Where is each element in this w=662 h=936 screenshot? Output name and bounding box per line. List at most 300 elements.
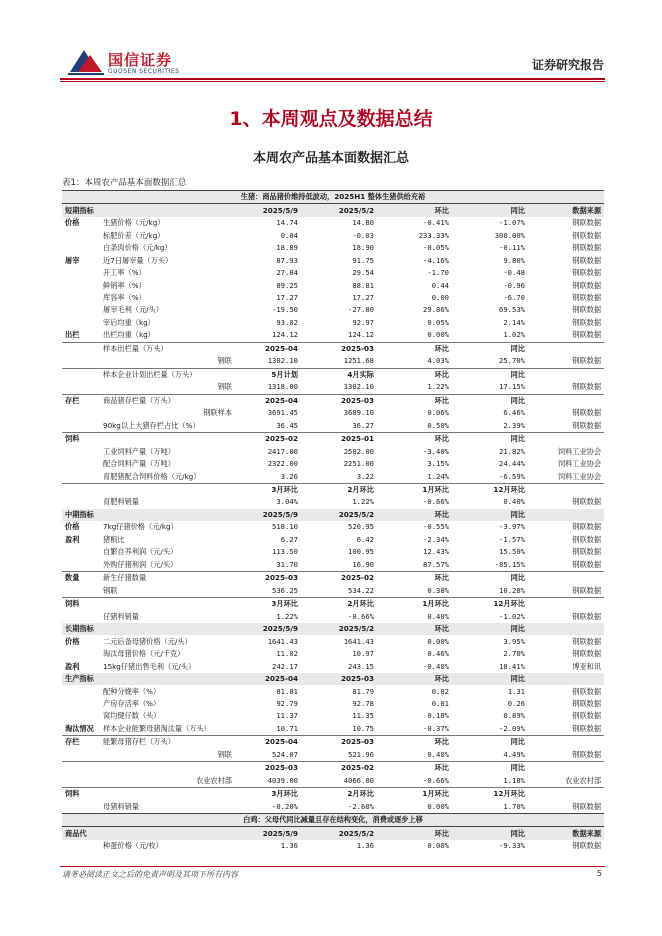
table-row bbox=[62, 304, 604, 316]
indicator-cell: 标肥价差（元/kg） bbox=[103, 230, 165, 240]
banner-text: 白鸡：父母代同比减量且存在结构变化，消费或逐步上移 bbox=[62, 813, 604, 826]
yoy-cell: 10.28% bbox=[499, 585, 525, 595]
category-cell bbox=[62, 801, 100, 814]
yoy-cell: 同比 bbox=[452, 572, 528, 585]
mom-cell: 0.02 bbox=[431, 686, 449, 696]
source-cell bbox=[528, 788, 604, 801]
current-value-cell: 4039.00 bbox=[267, 775, 298, 785]
current-value-cell: 31.70 bbox=[276, 559, 298, 569]
current-value-cell: 1.22% bbox=[276, 611, 298, 621]
source-cell: 钢联数据 bbox=[572, 382, 602, 392]
source-cell: 钢联数据 bbox=[572, 559, 602, 569]
indicator-cell: 猪粮比 bbox=[103, 534, 125, 544]
yoy-cell: -1.07% bbox=[499, 218, 525, 228]
indicator-cell: 育肥猪配合饲料价格（元/kg） bbox=[103, 471, 201, 481]
mom-cell: -0.66% bbox=[423, 775, 449, 785]
yoy-cell: 同比 bbox=[452, 368, 528, 381]
indicator-cell bbox=[100, 762, 235, 775]
current-value-cell: 3691.45 bbox=[267, 408, 298, 418]
indicator-cell: 库容率（%） bbox=[103, 292, 146, 302]
current-value-cell: 92.79 bbox=[276, 698, 298, 708]
source-cell: 钢联数据 bbox=[572, 698, 602, 708]
table-row bbox=[62, 267, 604, 279]
category-cell: 盈利 bbox=[65, 534, 80, 544]
period-header-row bbox=[62, 483, 604, 496]
period-header-row bbox=[62, 342, 604, 355]
current-value-cell: 2322.00 bbox=[267, 459, 298, 469]
category-cell: 饲料 bbox=[62, 598, 100, 611]
category-cell: 短期指标 bbox=[62, 204, 100, 217]
category-cell bbox=[62, 242, 100, 254]
current-value-cell: 518.10 bbox=[272, 522, 298, 532]
table-row bbox=[62, 559, 604, 572]
indicator-cell bbox=[100, 673, 235, 685]
mom-cell: 0.18% bbox=[427, 711, 449, 721]
indicator-cell: 出栏均重（kg） bbox=[103, 330, 155, 340]
period-header-row bbox=[62, 368, 604, 381]
indicator-cell: 新生仔猪数量 bbox=[100, 572, 235, 585]
previous-value-cell: -27.80 bbox=[348, 305, 374, 315]
current-value-cell: 36.45 bbox=[276, 420, 298, 430]
table-row bbox=[62, 698, 604, 710]
category-cell bbox=[62, 710, 100, 722]
current-value-cell: 11.37 bbox=[276, 711, 298, 721]
mom-cell: 环比 bbox=[377, 762, 452, 775]
mom-cell: 0.06% bbox=[427, 408, 449, 418]
yoy-cell: 24.44% bbox=[499, 459, 525, 469]
category-cell: 饲料 bbox=[62, 432, 100, 445]
current-value-cell: 2025-04 bbox=[235, 673, 301, 685]
category-cell bbox=[62, 458, 100, 470]
category-cell: 生产指标 bbox=[62, 673, 100, 685]
mom-cell: 0.50% bbox=[427, 420, 449, 430]
yoy-cell: 12月环比 bbox=[452, 598, 528, 611]
yoy-cell: 1.31 bbox=[507, 686, 525, 696]
mom-cell: -2.34% bbox=[423, 534, 449, 544]
yoy-cell: -6.59% bbox=[499, 471, 525, 481]
previous-value-cell: 4月实际 bbox=[301, 368, 377, 381]
mom-cell: 3.15% bbox=[427, 459, 449, 469]
current-value-cell: 18.89 bbox=[276, 243, 298, 253]
category-cell bbox=[62, 368, 100, 381]
indicator-cell bbox=[100, 432, 235, 445]
mom-cell: 1.22% bbox=[427, 382, 449, 392]
yoy-cell: 21.82% bbox=[499, 446, 525, 456]
category-cell bbox=[62, 407, 100, 419]
category-cell: 价格 bbox=[65, 636, 80, 646]
mom-cell: 环比 bbox=[377, 342, 452, 355]
indicator-cell bbox=[100, 623, 235, 635]
section-banner bbox=[62, 813, 604, 826]
table-row bbox=[62, 254, 604, 266]
table-row bbox=[62, 585, 604, 598]
guosen-logo bbox=[68, 44, 178, 80]
indicator-cell bbox=[100, 483, 235, 496]
indicator-cell: 样本企业能繁母猪淘汰量（万头） bbox=[103, 723, 211, 733]
category-cell bbox=[62, 292, 100, 304]
table-row bbox=[62, 355, 604, 368]
current-value-cell: 2025-02 bbox=[235, 432, 301, 445]
current-value-cell: 87.93 bbox=[276, 255, 298, 265]
category-cell bbox=[62, 546, 100, 558]
source-cell: 数据来源 bbox=[528, 827, 604, 840]
yoy-cell: 9.80% bbox=[503, 255, 525, 265]
mom-cell: 0.40% bbox=[427, 749, 449, 759]
previous-value-cell: 2025-02 bbox=[301, 762, 377, 775]
table-row bbox=[62, 521, 604, 533]
source-cell: 钢联数据 bbox=[572, 243, 602, 253]
previous-value-cell: 91.75 bbox=[352, 255, 374, 265]
banner-text: 生猪：商品猪价维持低波动，2025H1 整体生猪供给充裕 bbox=[62, 191, 604, 204]
indicator-group-header bbox=[62, 673, 604, 685]
table-row bbox=[62, 840, 604, 852]
source-cell: 钢联数据 bbox=[572, 268, 602, 278]
previous-value-cell: 100.95 bbox=[348, 547, 374, 557]
source-cell bbox=[528, 432, 604, 445]
category-cell: 淘汰情况 bbox=[65, 723, 94, 733]
category-cell bbox=[62, 762, 100, 775]
period-header-row bbox=[62, 788, 604, 801]
previous-value-cell: 2025-03 bbox=[301, 342, 377, 355]
category-cell bbox=[62, 749, 100, 762]
previous-value-cell: 2025/5/2 bbox=[301, 623, 377, 635]
indicator-group-header bbox=[62, 623, 604, 635]
period-header-row bbox=[62, 736, 604, 749]
yoy-cell: 同比 bbox=[452, 673, 528, 685]
current-value-cell: 17.27 bbox=[276, 292, 298, 302]
yoy-cell: -6.70 bbox=[503, 292, 525, 302]
current-value-cell: 3月环比 bbox=[235, 598, 301, 611]
previous-value-cell: 534.22 bbox=[348, 585, 374, 595]
category-cell bbox=[62, 648, 100, 660]
yoy-cell: 1.02% bbox=[503, 330, 525, 340]
yoy-cell: 0.26 bbox=[507, 698, 525, 708]
source-cell bbox=[528, 483, 604, 496]
current-value-cell: 10.71 bbox=[276, 723, 298, 733]
yoy-cell: 0.40% bbox=[503, 497, 525, 507]
indicator-cell: 钢联 bbox=[217, 382, 232, 392]
previous-value-cell: 2月环比 bbox=[301, 788, 377, 801]
brand-name-en: GUOSEN SECURITIES bbox=[108, 68, 180, 75]
current-value-cell: 2025/5/9 bbox=[235, 623, 301, 635]
category-cell bbox=[62, 419, 100, 432]
indicator-cell: 自繁自养利润（元/头） bbox=[103, 547, 178, 557]
previous-value-cell: 88.81 bbox=[352, 280, 374, 290]
indicator-cell: 种蛋价格（元/枚） bbox=[103, 841, 163, 851]
previous-value-cell: 81.79 bbox=[352, 686, 374, 696]
table-row bbox=[62, 635, 604, 647]
table-row bbox=[62, 317, 604, 329]
previous-value-cell: -0.03 bbox=[352, 230, 374, 240]
mom-cell: 0.01 bbox=[431, 698, 449, 708]
category-cell bbox=[62, 304, 100, 316]
mom-cell: 1月环比 bbox=[377, 598, 452, 611]
source-cell: 钢联数据 bbox=[572, 522, 602, 532]
category-cell: 饲料 bbox=[62, 788, 100, 801]
indicator-cell: 宰后均重（kg） bbox=[103, 317, 155, 327]
mom-cell: -0.40% bbox=[423, 661, 449, 671]
category-cell: 盈利 bbox=[65, 661, 80, 671]
previous-value-cell: 1641.43 bbox=[343, 636, 374, 646]
source-cell: 钢联数据 bbox=[572, 649, 602, 659]
indicator-cell: 外购仔猪利润（元/头） bbox=[103, 559, 178, 569]
source-cell bbox=[528, 673, 604, 685]
indicator-cell: 配合饲料产量（万吨） bbox=[103, 459, 175, 469]
mom-cell: 环比 bbox=[377, 623, 452, 635]
mom-cell: 0.38% bbox=[427, 585, 449, 595]
table-row bbox=[62, 445, 604, 457]
source-cell: 钢联数据 bbox=[572, 636, 602, 646]
indicator-cell bbox=[100, 204, 235, 217]
yoy-cell: 12月环比 bbox=[452, 788, 528, 801]
current-value-cell: 2417.00 bbox=[267, 446, 298, 456]
category-cell bbox=[62, 317, 100, 329]
previous-value-cell: 2502.00 bbox=[343, 446, 374, 456]
yoy-cell: 4.49% bbox=[503, 749, 525, 759]
yoy-cell: 0.89% bbox=[503, 711, 525, 721]
previous-value-cell: 92.97 bbox=[352, 317, 374, 327]
source-cell: 钢联数据 bbox=[572, 330, 602, 340]
yoy-cell: 300.00% bbox=[494, 230, 525, 240]
previous-value-cell: 2251.00 bbox=[343, 459, 374, 469]
mom-cell: 0.00% bbox=[427, 636, 449, 646]
indicator-cell: 近7日屠宰量（万头） bbox=[103, 255, 173, 265]
header-divider bbox=[60, 78, 605, 80]
previous-value-cell: 520.95 bbox=[348, 522, 374, 532]
indicator-cell: 能繁母猪存栏（万头） bbox=[100, 736, 235, 749]
current-value-cell: 3.04% bbox=[276, 497, 298, 507]
data-summary-table bbox=[62, 190, 604, 852]
current-value-cell: 113.50 bbox=[272, 547, 298, 557]
mom-cell: 12.43% bbox=[423, 547, 449, 557]
source-cell bbox=[528, 394, 604, 407]
table-row bbox=[62, 801, 604, 814]
mom-cell: -4.16% bbox=[423, 255, 449, 265]
mom-cell: 0.00% bbox=[427, 841, 449, 851]
source-cell: 钢联数据 bbox=[572, 749, 602, 759]
previous-value-cell: 521.96 bbox=[348, 749, 374, 759]
source-cell: 钢联数据 bbox=[572, 723, 602, 733]
mom-cell: -0.55% bbox=[423, 522, 449, 532]
indicator-cell: 农业农村部 bbox=[196, 775, 232, 785]
previous-value-cell: 2025/5/2 bbox=[301, 827, 377, 840]
table-row bbox=[62, 685, 604, 697]
table-row bbox=[62, 242, 604, 254]
current-value-cell: 27.84 bbox=[276, 268, 298, 278]
mom-cell: 0.44 bbox=[431, 280, 449, 290]
guosen-logo-icon bbox=[68, 46, 104, 76]
yoy-cell: 1.18% bbox=[503, 775, 525, 785]
indicator-cell: 钢联 bbox=[217, 356, 232, 366]
previous-value-cell: 1302.10 bbox=[343, 382, 374, 392]
table-row bbox=[62, 660, 604, 672]
current-value-cell: 3.26 bbox=[280, 471, 298, 481]
table-row bbox=[62, 723, 604, 736]
footer-divider bbox=[60, 866, 605, 867]
category-cell bbox=[62, 698, 100, 710]
previous-value-cell: 1251.68 bbox=[343, 356, 374, 366]
mom-cell: 环比 bbox=[377, 673, 452, 685]
table-caption: 表1：本周农产品基本面数据汇总 bbox=[62, 178, 187, 188]
current-value-cell: 124.12 bbox=[272, 330, 298, 340]
yoy-cell: -1.57% bbox=[499, 534, 525, 544]
mom-cell: 环比 bbox=[377, 204, 452, 217]
source-cell bbox=[528, 623, 604, 635]
mom-cell: 87.57% bbox=[423, 559, 449, 569]
table-row bbox=[62, 775, 604, 788]
category-cell: 存栏 bbox=[62, 736, 100, 749]
mom-cell: 0.05% bbox=[427, 317, 449, 327]
source-cell bbox=[528, 598, 604, 611]
table-row bbox=[62, 470, 604, 483]
category-cell bbox=[62, 342, 100, 355]
source-cell bbox=[528, 509, 604, 521]
indicator-group-header bbox=[62, 827, 604, 840]
category-cell: 屠宰 bbox=[65, 255, 80, 265]
current-value-cell: 1641.43 bbox=[267, 636, 298, 646]
table-row bbox=[62, 292, 604, 304]
source-cell: 钢联数据 bbox=[572, 230, 602, 240]
source-cell: 钢联数据 bbox=[572, 611, 602, 621]
previous-value-cell: -0.66% bbox=[348, 611, 374, 621]
category-cell bbox=[62, 229, 100, 241]
mom-cell: 1月环比 bbox=[377, 483, 452, 496]
category-cell: 商品代 bbox=[62, 827, 100, 840]
yoy-cell: -0.96 bbox=[503, 280, 525, 290]
table-row bbox=[62, 610, 604, 622]
report-type: 证券研究报告 bbox=[531, 58, 604, 72]
category-cell bbox=[62, 267, 100, 279]
yoy-cell: 69.53% bbox=[499, 305, 525, 315]
source-cell: 钢联数据 bbox=[572, 534, 602, 544]
current-value-cell: 524.07 bbox=[272, 749, 298, 759]
mom-cell: -0.41% bbox=[423, 218, 449, 228]
page-header bbox=[0, 0, 662, 80]
indicator-cell: 开工率（%） bbox=[103, 268, 146, 278]
indicator-cell: 屠宰毛利（元/头） bbox=[103, 305, 163, 315]
category-cell bbox=[62, 685, 100, 697]
category-cell bbox=[62, 559, 100, 572]
current-value-cell: 3月环比 bbox=[235, 483, 301, 496]
previous-value-cell: 18.90 bbox=[352, 243, 374, 253]
indicator-cell: 母猪料销量 bbox=[103, 801, 139, 811]
yoy-cell: 15.50% bbox=[499, 547, 525, 557]
indicator-cell: 白条肉价格（元/kg） bbox=[103, 243, 172, 253]
category-cell bbox=[62, 496, 100, 508]
table-row bbox=[62, 496, 604, 508]
previous-value-cell: 2025-03 bbox=[301, 673, 377, 685]
source-cell: 钢联数据 bbox=[572, 317, 602, 327]
page-number: 5 bbox=[596, 869, 602, 878]
indicator-cell bbox=[100, 598, 235, 611]
category-cell bbox=[62, 483, 100, 496]
source-cell: 钢联数据 bbox=[572, 255, 602, 265]
source-cell: 钢联数据 bbox=[572, 841, 602, 851]
previous-value-cell: 1.36 bbox=[356, 841, 374, 851]
source-cell: 饲料工业协会 bbox=[557, 446, 602, 456]
category-cell bbox=[62, 840, 100, 852]
source-cell bbox=[528, 762, 604, 775]
yoy-cell: 1.70% bbox=[503, 801, 525, 811]
current-value-cell: 3月环比 bbox=[235, 788, 301, 801]
table-row bbox=[62, 329, 604, 342]
current-value-cell: 2025-04 bbox=[235, 394, 301, 407]
table-row bbox=[62, 419, 604, 432]
yoy-cell: -2.09% bbox=[499, 723, 525, 733]
current-value-cell: 5月计划 bbox=[235, 368, 301, 381]
previous-value-cell: 2025-03 bbox=[301, 394, 377, 407]
indicator-cell: 钢联样本 bbox=[203, 408, 232, 418]
source-cell: 钢联数据 bbox=[572, 585, 602, 595]
yoy-cell: 2.70% bbox=[503, 649, 525, 659]
previous-value-cell: 10.75 bbox=[352, 723, 374, 733]
category-cell: 价格 bbox=[65, 218, 80, 228]
mom-cell: 233.33% bbox=[418, 230, 449, 240]
previous-value-cell: 92.78 bbox=[352, 698, 374, 708]
current-value-cell: 2025/5/9 bbox=[235, 827, 301, 840]
previous-value-cell: 2025/5/2 bbox=[301, 204, 377, 217]
table-row bbox=[62, 749, 604, 762]
yoy-cell: 18.41% bbox=[499, 661, 525, 671]
header-divider-thin bbox=[60, 81, 605, 82]
yoy-cell: 3.95% bbox=[503, 636, 525, 646]
period-header-row bbox=[62, 598, 604, 611]
previous-value-cell: 2月环比 bbox=[301, 483, 377, 496]
mom-cell: 环比 bbox=[377, 509, 452, 521]
mom-cell: 0.40% bbox=[427, 611, 449, 621]
table-row bbox=[62, 381, 604, 394]
source-cell bbox=[528, 368, 604, 381]
source-cell: 钢联数据 bbox=[572, 356, 602, 366]
indicator-cell bbox=[100, 509, 235, 521]
indicator-cell: 90kg以上大猪存栏占比（%） bbox=[103, 420, 200, 430]
source-cell: 钢联数据 bbox=[572, 686, 602, 696]
yoy-cell: 同比 bbox=[452, 762, 528, 775]
source-cell: 钢联数据 bbox=[572, 801, 602, 811]
indicator-cell: 窝均健仔数（头） bbox=[103, 711, 161, 721]
table-row bbox=[62, 648, 604, 660]
current-value-cell: 2025/5/9 bbox=[235, 509, 301, 521]
source-cell: 钢联数据 bbox=[572, 280, 602, 290]
current-value-cell: 1302.10 bbox=[267, 356, 298, 366]
mom-cell: 0.00% bbox=[427, 801, 449, 811]
yoy-cell: 同比 bbox=[452, 432, 528, 445]
mom-cell: 环比 bbox=[377, 432, 452, 445]
previous-value-cell: 2025-03 bbox=[301, 736, 377, 749]
source-cell: 饲料工业协会 bbox=[557, 459, 602, 469]
current-value-cell: 0.04 bbox=[280, 230, 298, 240]
category-cell: 价格 bbox=[65, 522, 80, 532]
mom-cell: -0.05% bbox=[423, 243, 449, 253]
mom-cell: 1月环比 bbox=[377, 788, 452, 801]
indicator-cell: 配种分娩率（%） bbox=[103, 686, 161, 696]
category-cell bbox=[62, 470, 100, 483]
mom-cell: 环比 bbox=[377, 394, 452, 407]
period-header-row bbox=[62, 572, 604, 585]
current-value-cell: -19.50 bbox=[272, 305, 298, 315]
section-title: 1、本周观点及数据总结 bbox=[229, 108, 433, 130]
table-row bbox=[62, 458, 604, 470]
previous-value-cell: 17.27 bbox=[352, 292, 374, 302]
yoy-cell: -0.48 bbox=[503, 268, 525, 278]
yoy-cell: 6.46% bbox=[503, 408, 525, 418]
indicator-cell: 育肥料销量 bbox=[103, 497, 139, 507]
current-value-cell: 2025-03 bbox=[235, 762, 301, 775]
previous-value-cell: 2025-02 bbox=[301, 572, 377, 585]
category-cell bbox=[62, 610, 100, 622]
source-cell: 钢联数据 bbox=[572, 408, 602, 418]
previous-value-cell: 16.90 bbox=[352, 559, 374, 569]
